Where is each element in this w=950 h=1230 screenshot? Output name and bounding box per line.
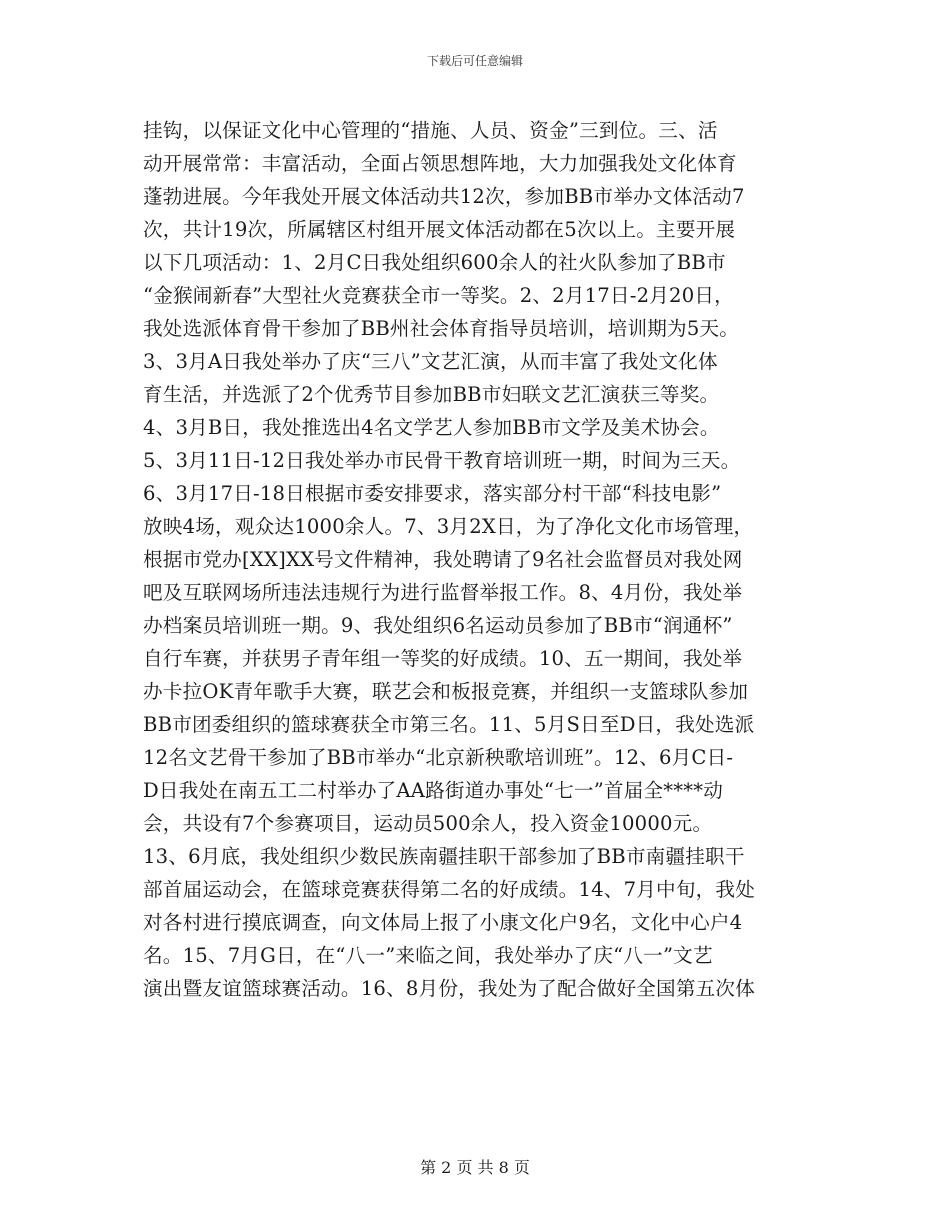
- body-line: 吧及互联网场所违法违规行为进行监督举报工作。8、4月份，我处举: [143, 581, 743, 604]
- body-line: 育生活，并选派了2个优秀节目参加BB市妇联文艺汇演获三等奖。: [143, 383, 720, 406]
- body-line: “金猴闹新春”大型社火竞赛获全市一等奖。2、2月17日-2月20日，: [143, 284, 734, 307]
- body-line: 以下几项活动：1、2月C日我处组织600余人的社火队参加了BB市: [143, 251, 726, 274]
- body-line: BB市团委组织的篮球赛获全市第三名。11、5月S日至D日，我处选派: [143, 713, 755, 736]
- body-line: 办卡拉OK青年歌手大赛，联艺会和板报竞赛，并组织一支篮球队参加: [143, 680, 749, 703]
- body-line: 演出暨友谊篮球赛活动。16、8月份，我处为了配合做好全国第五次体: [143, 977, 756, 1000]
- body-line: 5、3月11日-12日我处举办市民骨干教育培训班一期，时间为三天。: [143, 449, 741, 472]
- body-line: 次，共计19次，所属辖区村组开展文体活动都在5次以上。主要开展: [143, 218, 736, 241]
- body-line: 12名文艺骨干参加了BB市举办“北京新秧歌培训班”。12、6月C日-: [143, 746, 734, 769]
- body-line: 4、3月B日，我处推选出4名文学艺人参加BB市文学及美术协会。: [143, 416, 720, 439]
- body-line: 自行车赛，并获男子青年组一等奖的好成绩。10、五一期间，我处举: [143, 647, 743, 670]
- body-line: 办档案员培训班一期。9、我处组织6名运动员参加了BB市“润通杯”: [143, 614, 733, 637]
- body-line: 13、6月底，我处组织少数民族南疆挂职干部参加了BB市南疆挂职干: [143, 845, 745, 868]
- body-line: 我处选派体育骨干参加了BB州社会体育指导员培训，培训期为5天。: [143, 317, 740, 340]
- body-line: 部首届运动会，在篮球竞赛获得第二名的好成绩。14、7月中旬，我处: [143, 878, 756, 901]
- body-line: 根据市党办[XX]XX号文件精神，我处聘请了9名社会监督员对我处网: [143, 548, 743, 571]
- body-line: 挂钩，以保证文化中心管理的“措施、人员、资金”三到位。三、活: [143, 119, 718, 142]
- body-line: 蓬勃进展。今年我处开展文体活动共12次，参加BB市举办文体活动7: [143, 185, 745, 208]
- page-number: 第 2 页 共 8 页: [420, 1158, 530, 1177]
- body-line: 名。15、7月G日，在“八一”来临之间，我处举办了庆“八一”文艺: [143, 944, 713, 967]
- body-line: 对各村进行摸底调查，向文体局上报了小康文化户9名，文化中心户4: [143, 911, 743, 934]
- document-body: [143, 114, 813, 1005]
- body-line: 6、3月17日-18日根据市委安排要求，落实部分村干部“科技电影”: [143, 482, 722, 505]
- header-note: 下载后可任意编辑: [426, 54, 523, 68]
- body-line: 3、3月A日我处举办了庆“三八”文艺汇演，从而丰富了我处文化体: [143, 350, 718, 373]
- body-line: 会，共设有7个参赛项目，运动员500余人，投入资金10000元。: [143, 812, 713, 835]
- body-line: D日我处在南五工二村举办了AA路街道办事处“七一”首届全****动: [143, 779, 724, 802]
- body-line: 放映4场，观众达1000余人。7、3月2X日，为了净化文化市场管理，: [143, 515, 754, 538]
- body-line: 动开展常常：丰富活动，全面占领思想阵地，大力加强我处文化体育: [143, 152, 737, 175]
